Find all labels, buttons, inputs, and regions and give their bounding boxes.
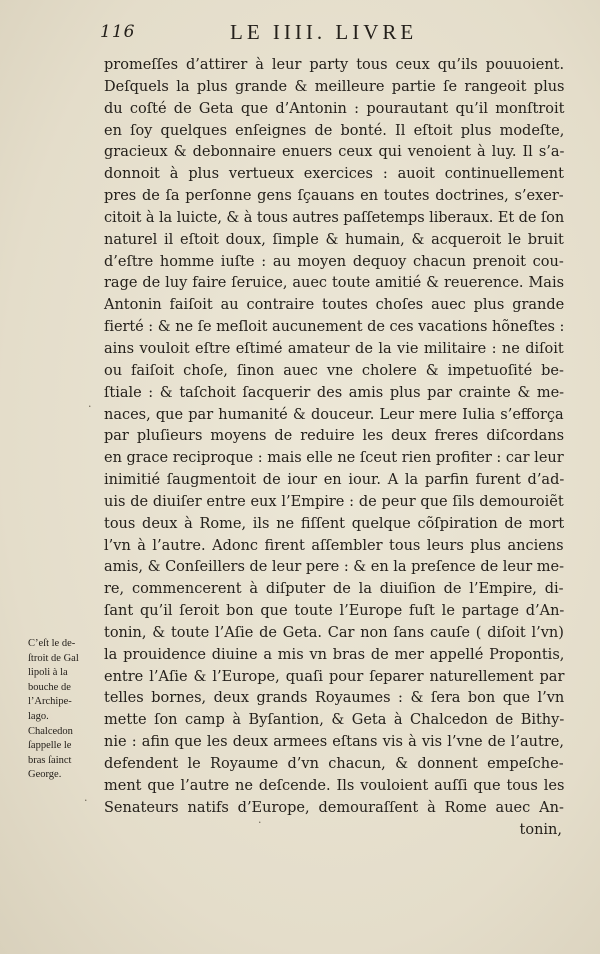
text-line: re, commencerent à diſputer de la diuiſion de l’Empire, di- (104, 581, 564, 598)
text-line: par pluſieurs moyens de reduire les deux freres diſcordans (104, 428, 565, 445)
text-line: promeſſes d’attirer à leur party tous ceux qu’ils pouuoient. (104, 57, 565, 73)
text-line: telles bornes, deux grands Royaumes : & ſera bon que l’vn (104, 690, 565, 707)
page-number: 116 (100, 22, 136, 42)
catchword: tonin, (519, 821, 562, 838)
text-line: l’vn à l’autre. Adonc firent aſſembler tous leurs plus anciens (104, 537, 564, 554)
text-line: ment que l’autre ne deſcende. Ils vouloient auſſi que tous les (104, 777, 565, 794)
text-line: pres de ſa perſonne gens ſçauans en toutes doctrines, s’exer- (104, 188, 564, 205)
ink-mark: · (84, 794, 88, 807)
text-line: Senateurs natifs d’Europe, demouraſſent à Rome auec An- (104, 799, 564, 816)
margin-note (28, 637, 100, 783)
text-line: ſant qu’il ſeroit bon que toute l’Europe fuſt le partage d’An- (104, 603, 565, 620)
text-line: entre l’Aſie & l’Europe, quaſi pour ſeparer naturellement par (104, 668, 565, 685)
margin-note-line: ſappelle le (28, 740, 72, 752)
text-line: uis de diuiſer entre eux l’Empire : de peur que ſils demouroiẽt (104, 493, 564, 510)
text-line: Deſquels la plus grande & meilleure partie ſe rangeoit plus (104, 78, 565, 95)
running-head: LE IIII. LIVRE (230, 20, 418, 44)
margin-note-line: bras ſainct (28, 754, 72, 766)
margin-note-line: lipoli à la (28, 667, 68, 679)
text-line: naturel il eſtoit doux, ſimple & humain, & acqueroit le bruit (104, 231, 564, 248)
page-header (100, 20, 560, 46)
text-line: fierté : & ne ſe meſloit aucunement de ces vacations hõneſtes : (104, 319, 565, 336)
text-line: en grace reciproque : mais elle ne ſceut rien profiter : car leur (104, 450, 564, 467)
margin-note-line: lago. (28, 710, 49, 722)
text-line: citoit à la luicte, & à tous autres paſſetemps liberaux. Et de ſon (104, 209, 565, 226)
margin-note-line: ſtroit de Gal (28, 652, 79, 664)
text-line: ou faiſoit choſe, ſinon auec vne cholere & impetuoſité be- (104, 362, 564, 379)
text-line: ains vouloit eſtre eſtimé amateur de la vie militaire : ne diſoit (104, 340, 564, 357)
text-line: d’eſtre homme iuſte : au moyen dequoy chacun prenoit cou- (104, 253, 564, 270)
text-line: Antonin faiſoit au contraire toutes choſes auec plus grande (104, 297, 565, 314)
text-line: donnoit à plus vertueux exercices : auoit continuellement (104, 166, 564, 183)
text-line: mette ſon camp à Byſantion, & Geta à Chalcedon de Bithy- (104, 712, 565, 729)
margin-note-line: C’eſt le de- (28, 638, 76, 649)
text-line: naces, que par humanité & douceur. Leur mere Iulia s’efforça (104, 406, 564, 423)
text-line: la prouidence diuine a mis vn bras de mer appellé Propontis, (104, 646, 565, 663)
text-line: en ſoy quelques enſeignes de bonté. Il eſtoit plus modeſte, (104, 122, 565, 139)
text-line: inimitié ſaugmentoit de iour en iour. A la parfin furent d’ad- (104, 472, 565, 489)
ink-mark: · (258, 816, 262, 829)
text-line: rage de luy faire ſeruice, auec toute amitié & reuerence. Mais (104, 275, 565, 292)
text-line: amis, & Conſeillers de leur pere : & en la preſence de leur me- (104, 559, 564, 576)
text-line: ſtiale : & taſchoit ſacquerir des amis plus par crainte & me- (104, 384, 565, 401)
margin-note-line: George. (28, 769, 62, 781)
margin-note-line: l’Archipe- (28, 696, 72, 708)
text-line: tous deux à Rome, ils ne fiſſent quelque cõſpiration de mort (104, 515, 565, 532)
text-line: nie : afin que les deux armees eſtans vis à vis l’vne de l’autre, (104, 734, 564, 751)
margin-note-line: Chalcedon (28, 725, 73, 737)
ink-mark: · (88, 400, 92, 413)
margin-note-line: bouche de (28, 681, 71, 693)
text-line: defendent le Royaume d’vn chacun, & donnent empeſche- (104, 756, 564, 772)
text-line: tonin, & toute l’Aſie de Geta. Car non ſans cauſe ( diſoit l’vn) (104, 624, 564, 641)
text-line: gracieux & debonnaire enuers ceux qui venoient à luy. Il s’a- (104, 144, 565, 161)
text-line: du coſté de Geta que d’Antonin : pourautant qu’il monſtroit (104, 100, 565, 117)
body-text (104, 55, 564, 841)
